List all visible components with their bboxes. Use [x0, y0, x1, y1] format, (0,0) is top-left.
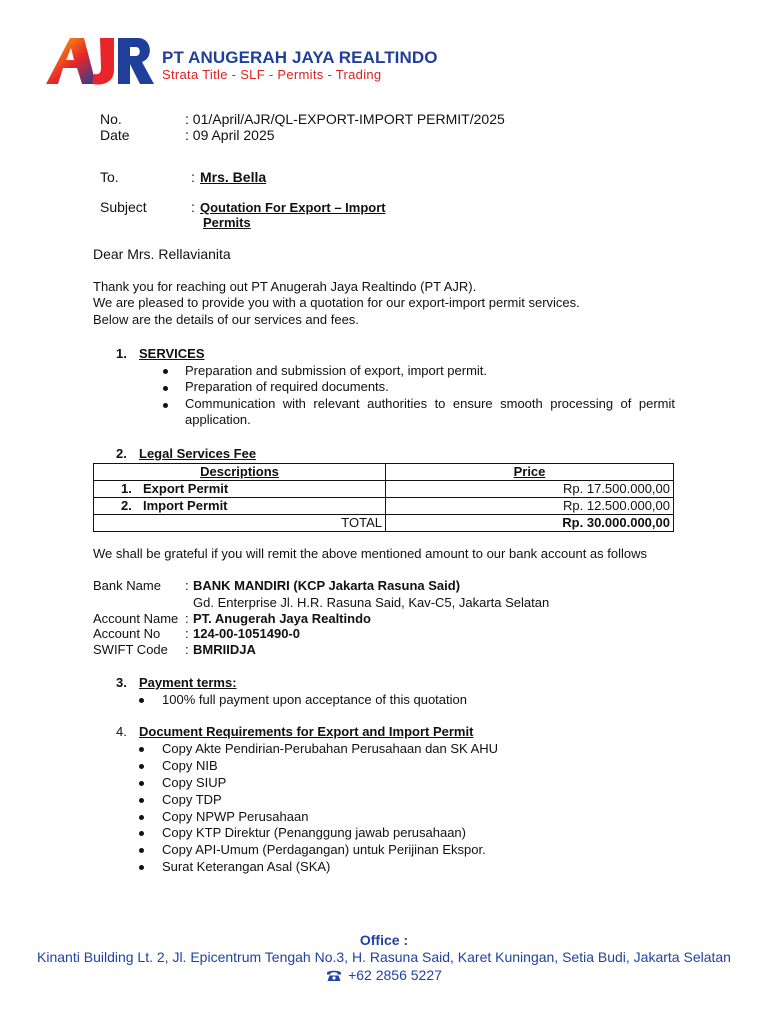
- bank-address: Gd. Enterprise Jl. H.R. Rasuna Said, Kav-C5, Jakarta Selatan: [193, 595, 550, 610]
- intro-line-1: Thank you for reaching out PT Anugerah Jaya Realtindo (PT AJR).: [93, 279, 477, 294]
- fees-heading: Legal Services Fee: [139, 446, 257, 461]
- to-label: To.: [100, 169, 119, 185]
- subject-line-1: Qoutation For Export – Import: [200, 200, 386, 215]
- subject-colon: :: [191, 199, 195, 215]
- row-number: 1.: [121, 481, 132, 496]
- date-label: Date: [100, 127, 130, 143]
- document-item: Copy TDP: [162, 792, 222, 807]
- company-name: PT ANUGERAH JAYA REALTINDO: [162, 48, 438, 67]
- document-item: Copy Akte Pendirian-Perubahan Perusahaan dan SK AHU: [162, 741, 499, 756]
- document-item: Surat Keterangan Asal (SKA): [162, 859, 331, 874]
- document-item: Copy KTP Direktur (Penanggung jawab perusahaan): [162, 825, 466, 840]
- services-number: 1.: [116, 346, 127, 361]
- remit-text: We shall be grateful if you will remit the above mentioned amount to our bank account as follows: [93, 546, 648, 561]
- colon: :: [185, 578, 189, 593]
- date-value: : 09 April 2025: [185, 127, 275, 143]
- column-header-descriptions: Descriptions: [94, 464, 386, 481]
- no-label: No.: [100, 111, 122, 127]
- swift-label: SWIFT Code: [93, 642, 168, 657]
- bullet-icon: [139, 747, 144, 752]
- row-desc: Export Permit: [143, 481, 229, 496]
- account-name-label: Account Name: [93, 611, 179, 626]
- service-item-continued: application.: [185, 412, 251, 427]
- fee-description: [94, 498, 386, 515]
- payment-heading: Payment terms:: [139, 675, 237, 690]
- bullet-icon: [163, 403, 168, 408]
- account-no-label: Account No: [93, 626, 161, 641]
- total-label: TOTAL: [94, 515, 386, 532]
- bullet-icon: [139, 798, 144, 803]
- bullet-icon: [139, 698, 144, 703]
- document-item: Copy NPWP Perusahaan: [162, 809, 309, 824]
- table-row: [94, 498, 674, 515]
- recipient-name: Mrs. Bella: [200, 169, 267, 185]
- service-item: Communication with relevant authorities to ensure smooth processing of permit: [185, 396, 675, 411]
- bullet-icon: [139, 865, 144, 870]
- office-phone: +62 2856 5227: [348, 967, 442, 983]
- no-value: : 01/April/AJR/QL-EXPORT-IMPORT PERMIT/2025: [185, 111, 505, 127]
- intro-line-2: We are pleased to provide you with a quotation for our export-import permit services.: [93, 295, 580, 310]
- row-desc: Import Permit: [143, 498, 228, 513]
- intro-line-3: Below are the details of our services and fees.: [93, 312, 359, 327]
- service-item: Preparation and submission of export, import permit.: [185, 363, 488, 378]
- document-item: Copy SIUP: [162, 775, 227, 790]
- payment-item: 100% full payment upon acceptance of this quotation: [162, 692, 467, 707]
- swift-value: BMRIIDJA: [193, 642, 256, 657]
- account-no-value: 124-00-1051490-0: [193, 626, 300, 641]
- office-address: Kinanti Building Lt. 2, Jl. Epicentrum Tengah No.3, H. Rasuna Said, Karet Kuningan, Setia Budi, Jakarta Selatan: [37, 949, 731, 965]
- subject-label: Subject: [100, 199, 147, 215]
- bank-name-value: BANK MANDIRI (KCP Jakarta Rasuna Said): [193, 578, 461, 593]
- company-tagline: Strata Title - SLF - Permits - Trading: [162, 67, 382, 82]
- bullet-icon: [163, 369, 168, 374]
- colon: :: [185, 626, 189, 641]
- subject-line-2: Permits: [203, 215, 251, 230]
- table-header-row: [94, 464, 674, 481]
- document-item: Copy API-Umum (Perdagangan) untuk Perijinan Ekspor.: [162, 842, 486, 857]
- greeting: Dear Mrs. Rellavianita: [93, 246, 231, 262]
- fees-number: 2.: [116, 446, 127, 461]
- bullet-icon: [139, 781, 144, 786]
- row-number: 2.: [121, 498, 132, 513]
- documents-heading: Document Requirements for Export and Import Permit: [139, 724, 474, 739]
- account-name-value: PT. Anugerah Jaya Realtindo: [193, 611, 371, 626]
- colon: :: [185, 611, 189, 626]
- bullet-icon: [163, 386, 168, 391]
- payment-number: 3.: [116, 675, 127, 690]
- service-item: Preparation of required documents.: [185, 379, 389, 394]
- company-logo: [44, 34, 156, 86]
- colon: :: [185, 642, 189, 657]
- table-total-row: [94, 515, 674, 532]
- bullet-icon: [139, 815, 144, 820]
- documents-number: 4.: [116, 724, 127, 739]
- bullet-icon: [139, 764, 144, 769]
- fee-description: [94, 481, 386, 498]
- total-value: Rp. 30.000.000,00: [386, 515, 674, 532]
- fee-table: [93, 463, 674, 532]
- services-heading: SERVICES: [139, 346, 205, 361]
- fee-price: Rp. 12.500.000,00: [386, 498, 674, 515]
- bullet-icon: [139, 831, 144, 836]
- column-header-price: Price: [386, 464, 674, 481]
- bullet-icon: [139, 848, 144, 853]
- phone-icon: [326, 969, 342, 986]
- fee-price: Rp. 17.500.000,00: [386, 481, 674, 498]
- office-label: Office :: [359, 932, 409, 948]
- to-colon: :: [191, 169, 195, 185]
- document-item: Copy NIB: [162, 758, 218, 773]
- bank-name-label: Bank Name: [93, 578, 161, 593]
- office-phone-line: [0, 967, 768, 986]
- table-row: [94, 481, 674, 498]
